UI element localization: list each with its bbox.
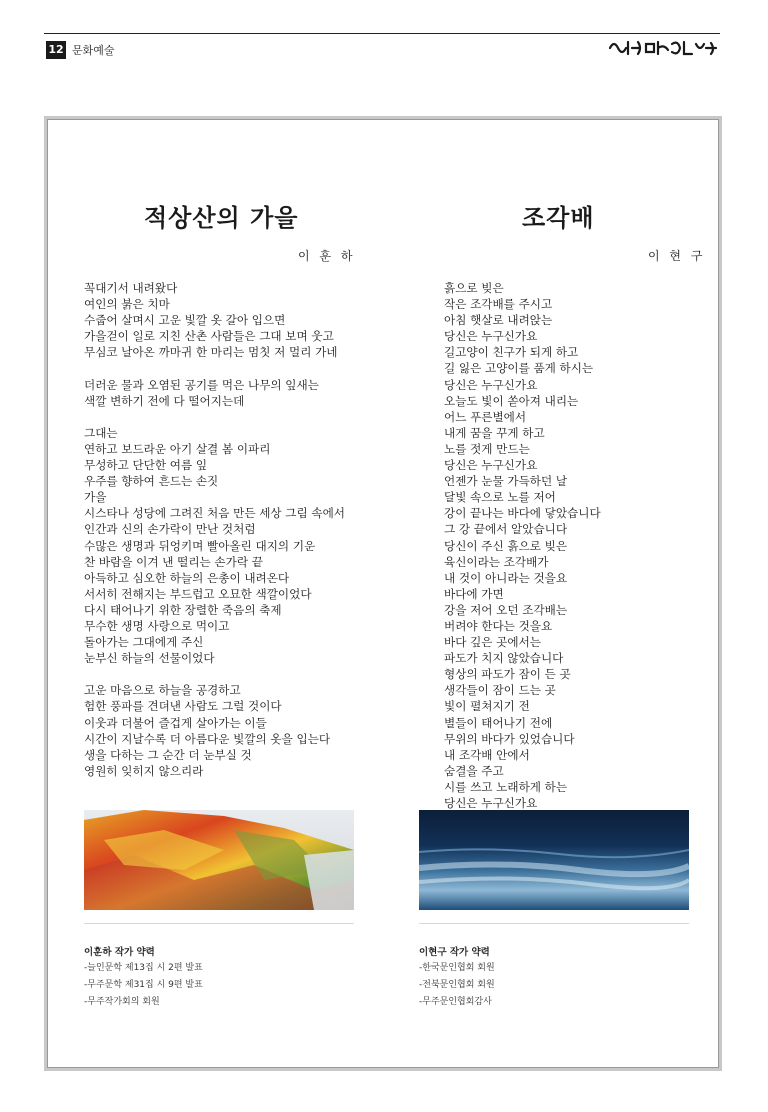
bio-title-left: 이훈하 작가 약력 [84, 947, 155, 958]
page-number: 12 [46, 41, 66, 59]
bio-item: -늘인문학 제13집 시 2편 발표 [84, 963, 203, 973]
bio-item: -한국문인협회 회원 [419, 963, 495, 973]
poem-body-right: 흙으로 빚은 작은 조각배를 주시고 아침 햇살로 내려앉는 당신은 누구신가요 길고양이 친구가 되게 하고 길 잃은 고양이를 품게 하시는 당신은 누구신가요 오늘도 빛이 쏟아져 내리는 어느 푸른별에서 내게 꿈을 꾸게 하고 노를 젓게 만드는 당신은 누구신가요 언젠가 눈물 가득하던 날 달빛 속으로 노를 저어 강이 끝나는 바다에 닿았습니다 그 강 끝에서 알았습니다 당신이 주신 흙으로 빚은 육신이라는 조각배가 내 것이 아니라는 것을요 바다에 가면 강을 저어 오던 조각배는 버려야 한다는 것을요 바다 깊은 곳에서는 파도가 치지 않았습니다 형상의 파도가 잠이 든 곳 생각들이 잠이 드는 곳 빛이 펼쳐지기 전 별들이 태어나기 전에 무위의 바다가 있었습니다 내 조각배 안에서 숨결을 주고 시를 쓰고 노래하게 하는 당신은 누구신가요 [444, 281, 601, 810]
poem-body-left: 꼭대기서 내려왔다 여인의 붉은 치마 수줍어 살며시 고운 빛깔 옷 갈아 입으면 가을걷이 일로 지친 산촌 사람들은 그대 보며 웃고 무심코 날아온 까마귀 한 마리는 멈칫 저 멀리 가네 더러운 물과 오염된 공기를 먹은 나무의 잎새는 색깔 변하기 전에 다 떨어지는데 그대는 연하고 보드라운 아기 살결 봄 이파리 무성하고 단단한 여름 잎 우주를 향하여 흔드는 손짓 가을 시스타나 성당에 그려진 처음 만든 세상 그림 속에서 인간과 신의 손가락이 만난 것처럼 수많은 생명과 뒤엉키며 빨아올린 대지의 기운 찬 바람을 이겨 낸 떨리는 손가락 끝 아득하고 심오한 하늘의 은총이 내려온다 서서히 전해지는 부드럽고 오묘한 색깔이었다 다시 태어나기 위한 장렬한 죽음의 축제 무수한 생명 사랑으로 먹이고 돌아가는 그대에게 주신 눈부신 하늘의 선물이었다 고운 마음으로 하늘을 공경하고 험한 풍파를 견뎌낸 사람도 그럴 것이다 이웃과 더불어 즐겁게 살아가는 이들 시간이 지날수록 더 아름다운 빛깔의 옷을 입는다 생을 다하는 그 순간 더 눈부실 것 영원히 잊히지 않으리라 [84, 281, 345, 778]
bio-item: -무주문인협회감사 [419, 997, 492, 1007]
content-frame [44, 116, 722, 1071]
section-name: 문화예술 [72, 44, 115, 57]
bio-list-left [84, 960, 203, 1011]
publication-logo [608, 38, 720, 58]
bio-list-right [419, 960, 495, 1011]
bio-title-right: 이현구 작가 약력 [419, 947, 490, 958]
bio-item: -전북문인협회 회원 [419, 980, 495, 990]
bio-item: -무주작가회의 회원 [84, 997, 160, 1007]
bio-item: -무주문학 제31집 시 9편 발표 [84, 980, 203, 990]
poem-author-right: 이 현 구 [648, 249, 706, 263]
header-rule [44, 33, 720, 34]
autumn-mountain-photo [84, 810, 354, 910]
bio-divider-left [84, 923, 354, 924]
night-sea-photo [419, 810, 689, 910]
poem-title-left: 적상산의 가을 [144, 204, 299, 232]
bio-divider-right [419, 923, 689, 924]
poem-title-right: 조각배 [522, 204, 595, 232]
poem-author-left: 이 훈 하 [298, 249, 356, 263]
